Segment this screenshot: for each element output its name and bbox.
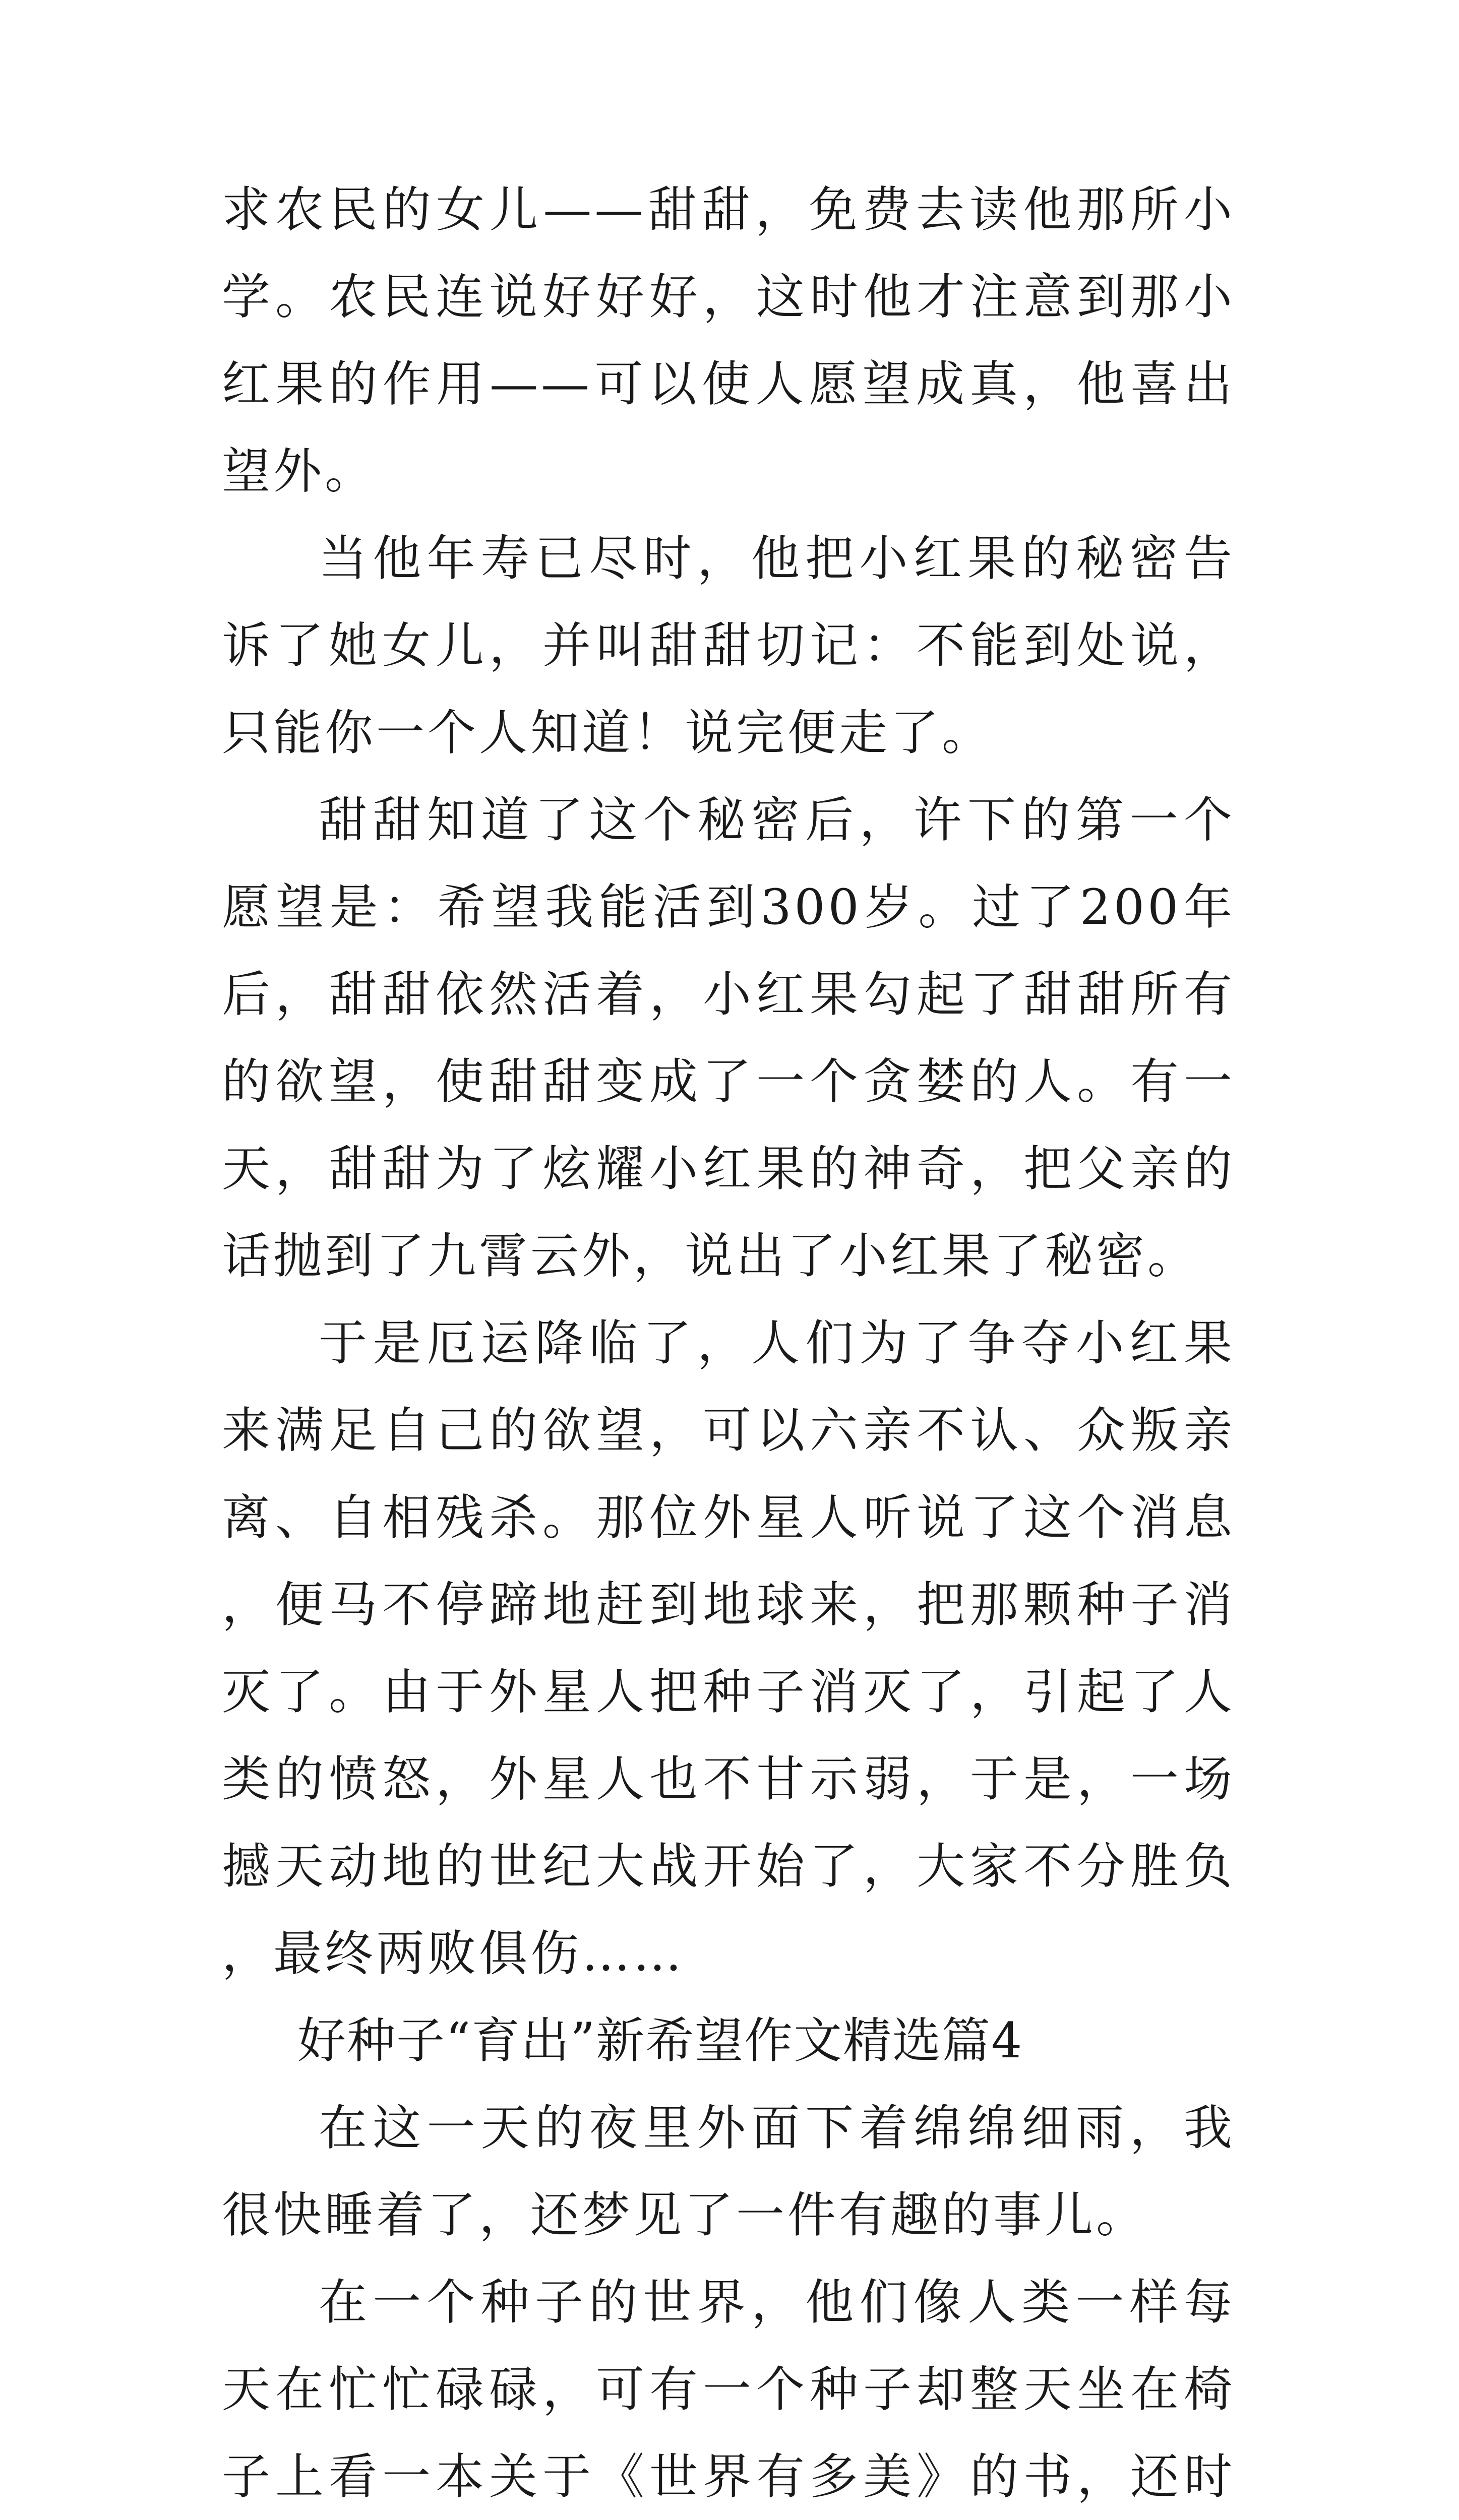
- paragraph-misfortune: 于是厄运降临了，人们为了争夺小红果来满足自己的欲望，可以六亲不认、众叛亲离、自相残杀。那位外星人听说了这个消息，便马不停蹄地赶到地球来，把那颗种子消灭了。由于外星人把种子消灭了，引起了人类的愤怒，外星人也不甘示弱，于是，一场撼天动地的世纪大战开始了，大家不分胜负，最终两败俱伤……: [222, 1315, 1235, 1982]
- document-body: [222, 166, 1235, 2520]
- paragraph-fruit-power: 求农民的女儿——甜甜，免费去读他那所小学。农民连说好好好，这时他才注意到那小红果的作用——可以使人愿望成真，他喜出望外。: [222, 181, 1235, 499]
- paragraph-father-secret: 当他年寿已尽时，他把小红果的秘密告诉了她女儿，并叫甜甜切记：不能到处说，只能你一个人知道！说完便走了。: [222, 530, 1235, 761]
- section-heading: 好种子“育出”新希望作文精选篇4: [297, 2012, 1023, 2069]
- paragraph-tiantian-wish: 甜甜知道了这个秘密后，许下的第一个愿望是：希望我能活到300岁。过了200年后，甜甜依然活着，小红果勾起了甜甜所有的欲望，使甜甜变成了一个贪婪的人。有一天，甜甜为了炫耀小红果的神奇，把父亲的话抛到了九霄云外，说出了小红果了秘密。: [222, 792, 1235, 1284]
- paragraph-night-dream: 在这一天的夜里外面下着绵绵细雨，我很快睡着了，还梦见了一件有趣的事儿。: [222, 2100, 1235, 2243]
- paragraph-seed-world: 在一个种子的世界，他们像人类一样每天在忙忙碌碌，可有一个种子却整天坐在椅子上看一本关于《世界有多美》的书，还时: [222, 2274, 1235, 2505]
